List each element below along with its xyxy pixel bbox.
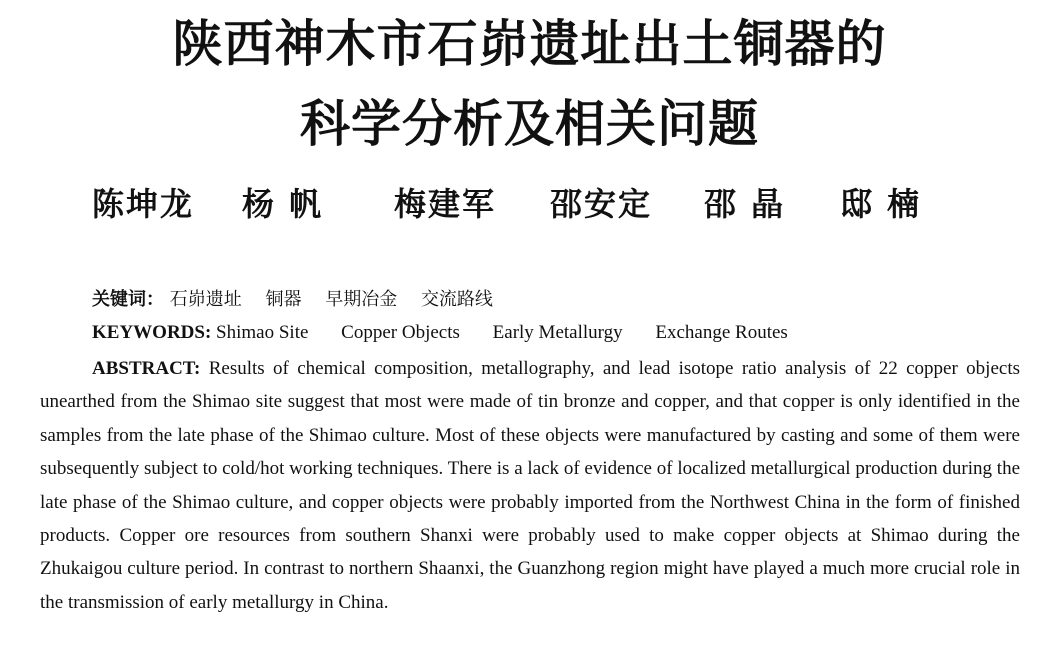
author-4: 邵安定 [550,185,653,223]
author-2: 杨 帆 [242,185,324,223]
keywords-chinese-label: 关键词： [92,289,164,310]
keywords-chinese [92,287,511,313]
keyword-chinese-2: 铜器 [265,289,302,310]
author-list [92,182,972,226]
keywords-english-label: KEYWORDS: [92,322,212,343]
keyword-chinese-4: 交流路线 [420,289,493,310]
keyword-chinese-1: 石峁遗址 [169,289,242,310]
title-line-1: 陕西神木市石峁遗址出土铜器的 [172,14,887,73]
abstract-paragraph [40,352,1020,619]
abstract-label: ABSTRACT: [92,358,201,379]
author-6: 邸 楠 [840,185,922,223]
keyword-english-4: Exchange Routes [655,322,788,343]
keyword-english-3: Early Metallurgy [492,322,623,343]
title-line-2: 科学分析及相关问题 [300,94,759,153]
author-5: 邵 晶 [704,185,786,223]
author-3: 梅建军 [394,185,497,223]
keywords-english [92,320,816,346]
keyword-english-1: Shimao Site [216,322,309,343]
author-1: 陈坤龙 [92,185,195,223]
abstract-text: Results of chemical composition, metallography, and lead isotope ratio analysis of 22 copper objects unearthed from the Shimao site suggest that most were made of tin bronze and copper, and that copper is only identified in the samples from the late phase of the Shimao culture. Most of these objects were manufactured by casting and some of them were subsequently subject to cold/hot working techniques. There is a lack of evidence of localized metallurgical production during the late phase of the Shimao culture, and copper objects were probably imported from the Northwest China in the form of finished products. Copper ore resources from southern Shanxi were probably used to make copper objects at Shimao during the Zhukaigou culture period. In contrast to northern Shaanxi, the Guanzhong region might have played a much more crucial role in the transmission of early metallurgy in China. [40,358,1020,613]
keyword-english-2: Copper Objects [341,322,460,343]
keyword-chinese-3: 早期冶金 [325,289,398,310]
